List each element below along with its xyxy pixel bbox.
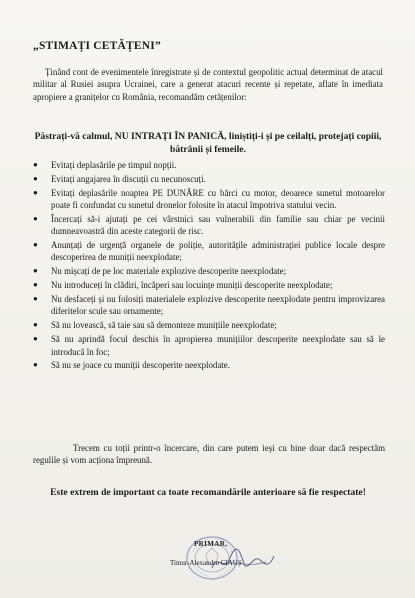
- list-item-text: Anunțați de urgență organele de poliție, autoritățile administrației publice locale despre descoperirea de muniții neexplodate;: [51, 240, 385, 263]
- bullet-icon: ●: [33, 187, 38, 197]
- list-item-text: Încercați să-i ajutați pe cei vârstnici sau vulnerabili din familie sau chiar pe vecinii dumneavoastră din aceste categorii de risc.: [51, 213, 385, 237]
- closing-paragraph: [33, 442, 385, 467]
- list-item: [33, 359, 385, 371]
- list-item-text: Să nu aprindă focul deschis în apropierea munițiilor descoperite neexplodate sau să le introducă în foc;: [51, 334, 385, 357]
- bullet-icon: ●: [33, 160, 38, 169]
- document-title: „STIMAȚI CETĂȚENI”: [33, 40, 161, 52]
- list-item: [33, 319, 385, 331]
- list-item: [33, 159, 385, 171]
- list-item-text: Să nu se joace cu muniții descoperite neexplodate.: [51, 360, 230, 371]
- bullet-icon: ●: [33, 360, 38, 370]
- final-note: Este extrem de important ca toate recomandările anterioare să fie respectate!: [50, 487, 366, 498]
- bullet-icon: ●: [33, 240, 38, 250]
- bullet-icon: ●: [33, 266, 38, 276]
- list-item: [33, 333, 385, 358]
- list-item-text: Nu introduceți în clădiri, încăperi sau locuințe muniții descoperite neexplodate;: [51, 280, 333, 291]
- intro-text: Ținând cont de evenimentele înregistrate și de contextul geopolitic actual determinat de atacul militar al Rusiei asupra Ucrainei, care a generat atacuri recente și repetate, aflate în imediata apropiere a granițelor cu România, recomandăm cetățenilor:: [33, 67, 383, 102]
- list-item: [33, 279, 385, 291]
- bullet-icon: ●: [33, 213, 38, 223]
- list-item-text: Evitați angajarea în discuții cu necunoscuți.: [51, 173, 206, 184]
- list-item: [33, 173, 385, 185]
- bullet-icon: ●: [33, 320, 38, 330]
- signature-role: PRIMAR,: [194, 540, 228, 548]
- list-item: [33, 187, 385, 212]
- intro-paragraph: [33, 66, 383, 103]
- list-item-text: Nu mișcați de pe loc materiale explozive descoperite neexplodate;: [51, 266, 287, 277]
- bullet-icon: ●: [33, 334, 38, 344]
- emphasis-paragraph: Păstrați-vă calmul, NU INTRAȚI ÎN PANICĂ, liniștiți-i și pe ceilalți, protejați copiii, bătrânii și femeile.: [34, 131, 382, 155]
- list-item-text: Evitați deplasările pe timpul nopții.: [51, 160, 177, 170]
- list-item: [33, 293, 385, 318]
- list-item: [33, 213, 385, 238]
- bullet-icon: ●: [33, 294, 38, 304]
- recommendations-list: [33, 159, 385, 373]
- signature-name: Timur-Alexandru CIAUȘ: [170, 559, 242, 567]
- list-item: [33, 239, 385, 264]
- closing-text: Trecem cu toții printr-o încercare, din care putem ieși cu bine doar dacă respectăm regulile și vom acționa împreună.: [33, 443, 385, 466]
- bullet-icon: ●: [33, 280, 38, 290]
- bullet-icon: ●: [33, 173, 38, 183]
- list-item-text: Evitați deplasările noaptea PE DUNĂRE cu bărci cu motor, deoarece sunetul motoarelor poate fi confundat cu sunetul dronelor folosite în atacul împotriva statului vecin.: [51, 187, 385, 211]
- list-item-text: Să nu lovească, să taie sau să demonteze munițiile neexplodate;: [51, 320, 277, 331]
- list-item: [33, 265, 385, 277]
- signature-block: [148, 538, 348, 586]
- list-item-text: Nu desfaceți și nu folosiți materialele explozive descoperite neexplodate pentru improvizarea diferitelor scule sau ornamente;: [51, 294, 385, 317]
